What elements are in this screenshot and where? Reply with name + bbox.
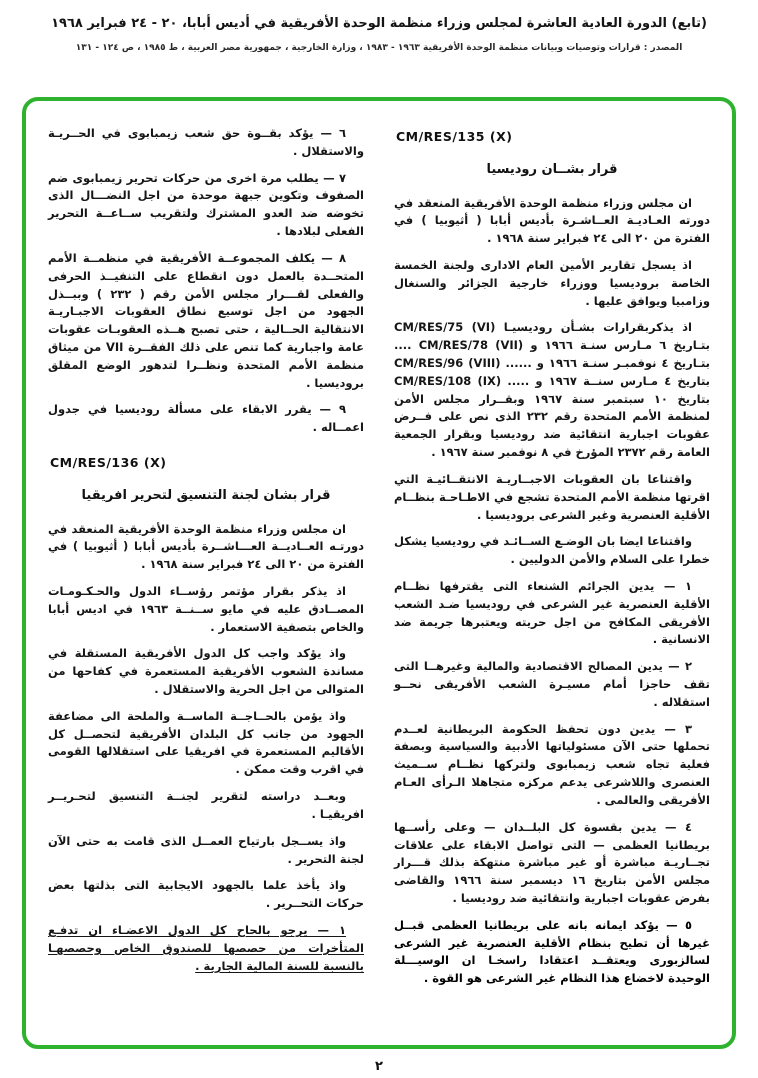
paragraph: واذ يســجل بارتياح العمــل الذى قامت به حتى الآن لجنة التحرير .: [48, 833, 364, 866]
page-number: ٢: [375, 1059, 383, 1074]
paragraph: ان مجلس وزراء منظمة الوحدة الأفريقية المنعقد في دورته العـاديـة العــاشـرة بأديس أبابا ( أثيوبيا ) في الفترة من ٢٠ الى ٢٤ فبراير سنة ١٩٦٨ .: [394, 195, 710, 246]
resolution-135-code: CM/RES/135 (X): [396, 129, 513, 144]
paragraph: ٦ — يؤكد بقــوة حق شعب زيمبابوى في الحــريـة والاستقلال .: [48, 126, 364, 158]
paragraph: ٢ — يدين المصالح الاقتصادية والمالية وغيرهــا التى تقف حاجزا أمام مسيـرة الشعب الأفريقى نحــو استقلاله .: [394, 659, 710, 709]
paragraph: واقتناعا بان العقوبات الاجبــاريـة الانتقــائيـة التي اقرتها منظمة الأمم المتحدة تشجع في الاطـاحـة بنظــام الأقلية العنصرية وغير الشرعى بروديسيا .: [394, 471, 710, 522]
page-header: [0, 16, 758, 53]
header-title: (تابع) الدورة العادية العاشرة لمجلس وزراء منظمة الوحدة الأفريقية في أديس أبابا، ٢٠ - ٢٤ فبراير ١٩٦٨: [51, 16, 707, 31]
paragraph: وبعــد دراسته لتقرير لجنــة التنسيق لتحـريــر افريقيـا .: [48, 789, 364, 821]
paragraph: اذ يسجل تقارير الأمين العام الادارى ولجنة الخمسة الخاصة بروديسيا ووزراء خارجية الجزائر والسنغال وزامبيا ويوافق عليها .: [394, 257, 710, 308]
paragraph: ٥ — يؤكد ايمانه بانه على بريطانيا العظمى قبــل غيرها أن تطيح بنظام الأقلية العنصرية غير الشرعى لسالزبورى ويعتقــد اعتقادا راسخـا ان الوسيـــلة الوحيدة لاخضاع هذا النظام غير الشرعى هو القوة .: [394, 917, 710, 986]
resolution-136-title: قرار بشان لجنة التنسيق لتحرير افريقيا: [81, 488, 331, 504]
paragraph: ٧ — يطلب مرة اخرى من حركات تحرير زيمبابوى ضم الصفوف وتكوين جبهة موحدة من اجل النضـــال الذى تخوضه ضد العدو المشترك ولتقريب ســاعــة التحرير الفعلى لبلادها .: [48, 170, 364, 239]
resolution-135-title: قرار بشــان روديسيا: [486, 162, 618, 178]
paragraph: ٣ — يدين دون تحفظ الحكومة البريطانية لعــدم تحملها حتى الآن مسئولياتها الأدبية والسياسية وبصفة فعلية تجاه شعب زيمبابوى ولتركها نظــام ســميث العنصرى واللاشرعى يدعم مركزه متجاهلا الـرأى العـام الأفريقى والعالمى .: [394, 721, 710, 807]
paragraph: ٩ — يقرر الابقاء على مسألة روديسيا في جدول اعمــاله .: [48, 402, 364, 435]
paragraph: واذ يؤكد واجب كل الدول الأفريقية المستقلة في مساندة الشعوب الأفريقية المستعمرة في كفاحها من المتوالى من اجل الحرية والاستقلال .: [48, 646, 364, 697]
paragraph: اذ يذكربقرارات بشـأن روديسيـا CM/RES/75 (VI) بتـاريخ ٦ مـارس سنـة ١٩٦٦ و CM/RES/78 (VII) .... بتـاريخ ٤ نوفمبـر سنـة ١٩٦٦ و ...... CM/RES/96 (VIII) بتاريخ ٤ مـارس سنــة ١٩٦٧ و ..... CM/RES/108 (IX) بتاريخ ١٠ سبتمبر سنة ١٩٦٧ وبقــرار مجلس الأمن لمنظمة الأمم المتحدة رقم ٢٣٢ الذى نص على فــرض عقوبات اجبارية انتقائية ضد روديسيا وبقرار الجمعية العامة رقم ٢٣٧٢ المؤرخ في ٨ نوفمبر سنة ١٩٦٧ .: [394, 320, 711, 460]
paragraph: واذ يأخذ علما بالجهود الايجابية التى بذلتها بعض حركات التحــرير .: [48, 878, 364, 911]
paragraph: واقتناعا ايضا بان الوضـع الســائـد في روديسيا يشكل خطرا على السلام والأمن الدوليين .: [394, 534, 710, 567]
paragraph: ١ — يرجو بالحاح كل الدول الاعضـاء ان تدفـع المتأخرات من حصصها للصندوق الخاص وحصصهـا بالنسبة للسنة المالية الجارية .: [48, 922, 364, 973]
paragraph: واذ يؤمن بالحــاجــة الماســة والملحة الى مضاعفة الجهود من جانب كل البلدان الأفريقية لتحصــل كل الأقاليم المستعمرة في افريقيا على استقلالها القومى في اقرب وقت ممكن .: [48, 708, 364, 777]
content-border-box: [22, 97, 736, 1049]
resolution-136-code: CM/RES/136 (X): [50, 455, 167, 470]
paragraph: ان مجلس وزراء منظمة الوحدة الأفريقية المنعقد في دورتـه العــاديــة العـــاشــرة بأديس أبابا ( أثيوبيا ) في الفترة من ٢٠ الى ٢٤ فبراير سنة ١٩٦٨ .: [48, 521, 364, 572]
paragraph: ٤ — يدين بقسوة كل البلــدان — وعلى رأســها بريطانيا العظمى — التى تواصل الابقاء على علاقات تجــاريـة مباشرة أو غير مباشرة منتهكة بذلك قـــرار مجلس الأمن بتاريخ ١٦ ديسمبر سنة ١٩٦٦ والقاضى بفرض عقوبات اجبارية وانتقائية ضد روديسيا .: [394, 819, 711, 905]
column-right: [394, 125, 710, 1027]
column-left: [48, 125, 364, 1027]
paragraph: ١ — يدين الجرائم الشنعاء التى يقترفها نظــام الأقلية العنصرية غير الشرعى في روديسيا ضـد الشعب الأفريقى المكافح من اجل حريته ويعتبرها جريمة ضد الانسانية .: [394, 578, 710, 647]
paragraph: اذ يذكر بقرار مؤتمر رؤســاء الدول والحـكـومـات المصــادق عليه في مايو ســنــة ١٩٦٣ في اديس أبابا والخاص بتصفية الاستعمار .: [48, 583, 364, 634]
paragraph: ٨ — يكلف المجموعــة الأفريقية في منظمــة الأمم المتحــدة بالعمل دون انقطاع على التنفيــذ الحرفى والفعلى لقـــرار مجلس الأمن رقم ( ٢٣٢ ) وببــذل الجهود من اجل توسيع نطاق العقوبات الاجبـاريـة الانتقالية الحــالية ، حتى تصبح هــذه العقوبـات عقوبات عامة واجبارية كما تنص على ذلك الفقــرة VII من ميثاق منظمة الأمم المتحدة ونظــرا لتدهور الوضع المقلق بروديسيا .: [48, 250, 365, 390]
two-column-layout: [48, 125, 710, 1027]
header-source: المصدر : قرارات وتوصيات وبيانات منظمة الوحدة الأفريقية ١٩٦٣ - ١٩٨٣ ، وزارة الخارجية ، جمهورية مصر العربية ، ط ١٩٨٥ ، ص ١٢٤ - ١٣١: [75, 43, 683, 53]
